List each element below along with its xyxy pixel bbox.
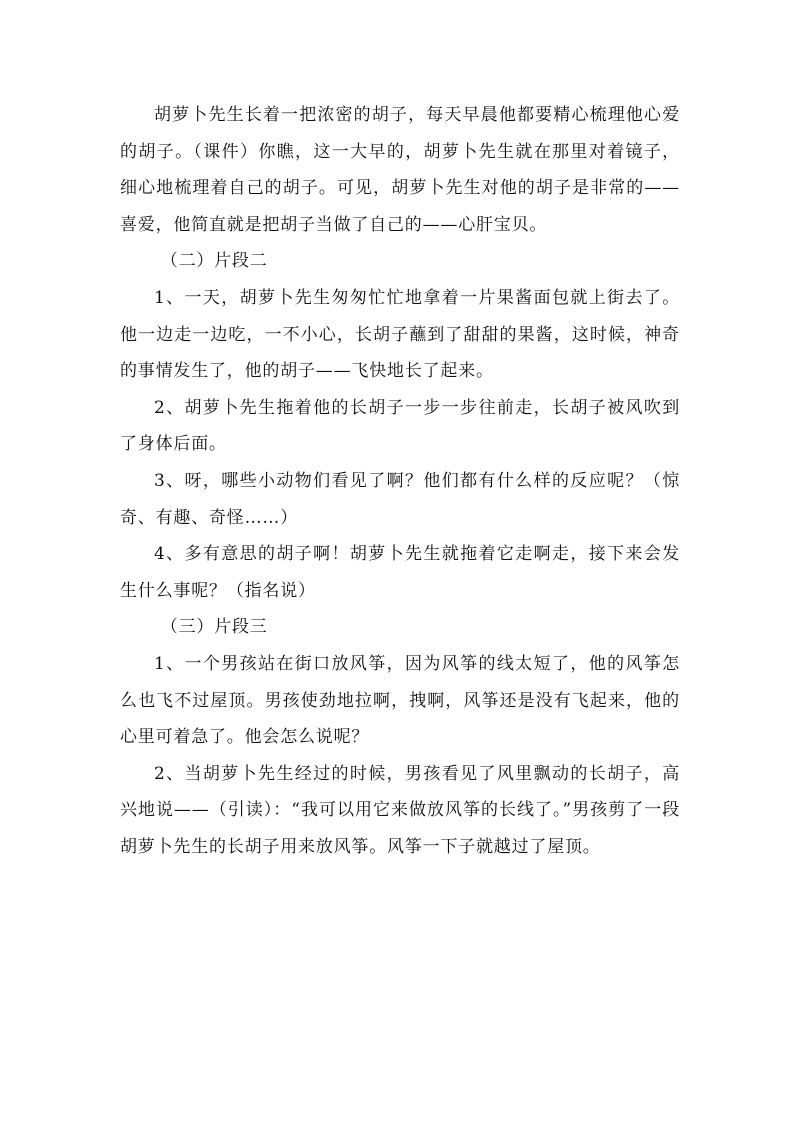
section-heading-3: （三）片段三 [160, 617, 268, 638]
paragraph-2-4: 4、多有意思的胡子啊！胡萝卜先生就拖着它走啊走，接下来会发生什么事呢？（指名说） [120, 544, 680, 601]
paragraph-3-1: 1、一个男孩站在街口放风筝，因为风筝的线太短了，他的风筝怎么也飞不过屋顶。男孩使劲地拉啊，拽啊，风筝还是没有飞起来，他的心里可着急了。他会怎么说呢？ [120, 653, 680, 748]
section-heading-2: （二）片段二 [160, 251, 268, 272]
paragraph-2-3: 3、呀，哪些小动物们看见了啊？他们都有什么样的反应呢？（惊奇、有趣、奇怪……） [120, 470, 680, 528]
paragraph-2-1: 1、一天，胡萝卜先生匆匆忙忙地拿着一片果酱面包就上街去了。他一边走一边吃，一不小心，长胡子蘸到了甜甜的果酱，这时候，神奇的事情发生了，他的胡子——飞快地长了起来。 [120, 287, 680, 382]
paragraph-2-2: 2、胡萝卜先生拖着他的长胡子一步一步往前走，长胡子被风吹到了身体后面。 [120, 397, 680, 455]
document-body [120, 97, 680, 865]
paragraph-3-2: 2、当胡萝卜先生经过的时候，男孩看见了风里飘动的长胡子，高兴地说——（引读）：“我可以用它来做放风筝的长线了。”男孩剪了一段胡萝卜先生的长胡子用来放风筝。风筝一下子就越过了屋顶。 [120, 763, 680, 857]
paragraph-intro: 胡萝卜先生长着一把浓密的胡子，每天早晨他都要精心梳理他心爱的胡子。（课件）你瞧，这一大早的，胡萝卜先生就在那里对着镜子，细心地梳理着自己的胡子。可见，胡萝卜先生对他的胡子是非常的——喜爱，他简直就是把胡子当做了自己的——心肝宝贝。 [120, 105, 680, 235]
